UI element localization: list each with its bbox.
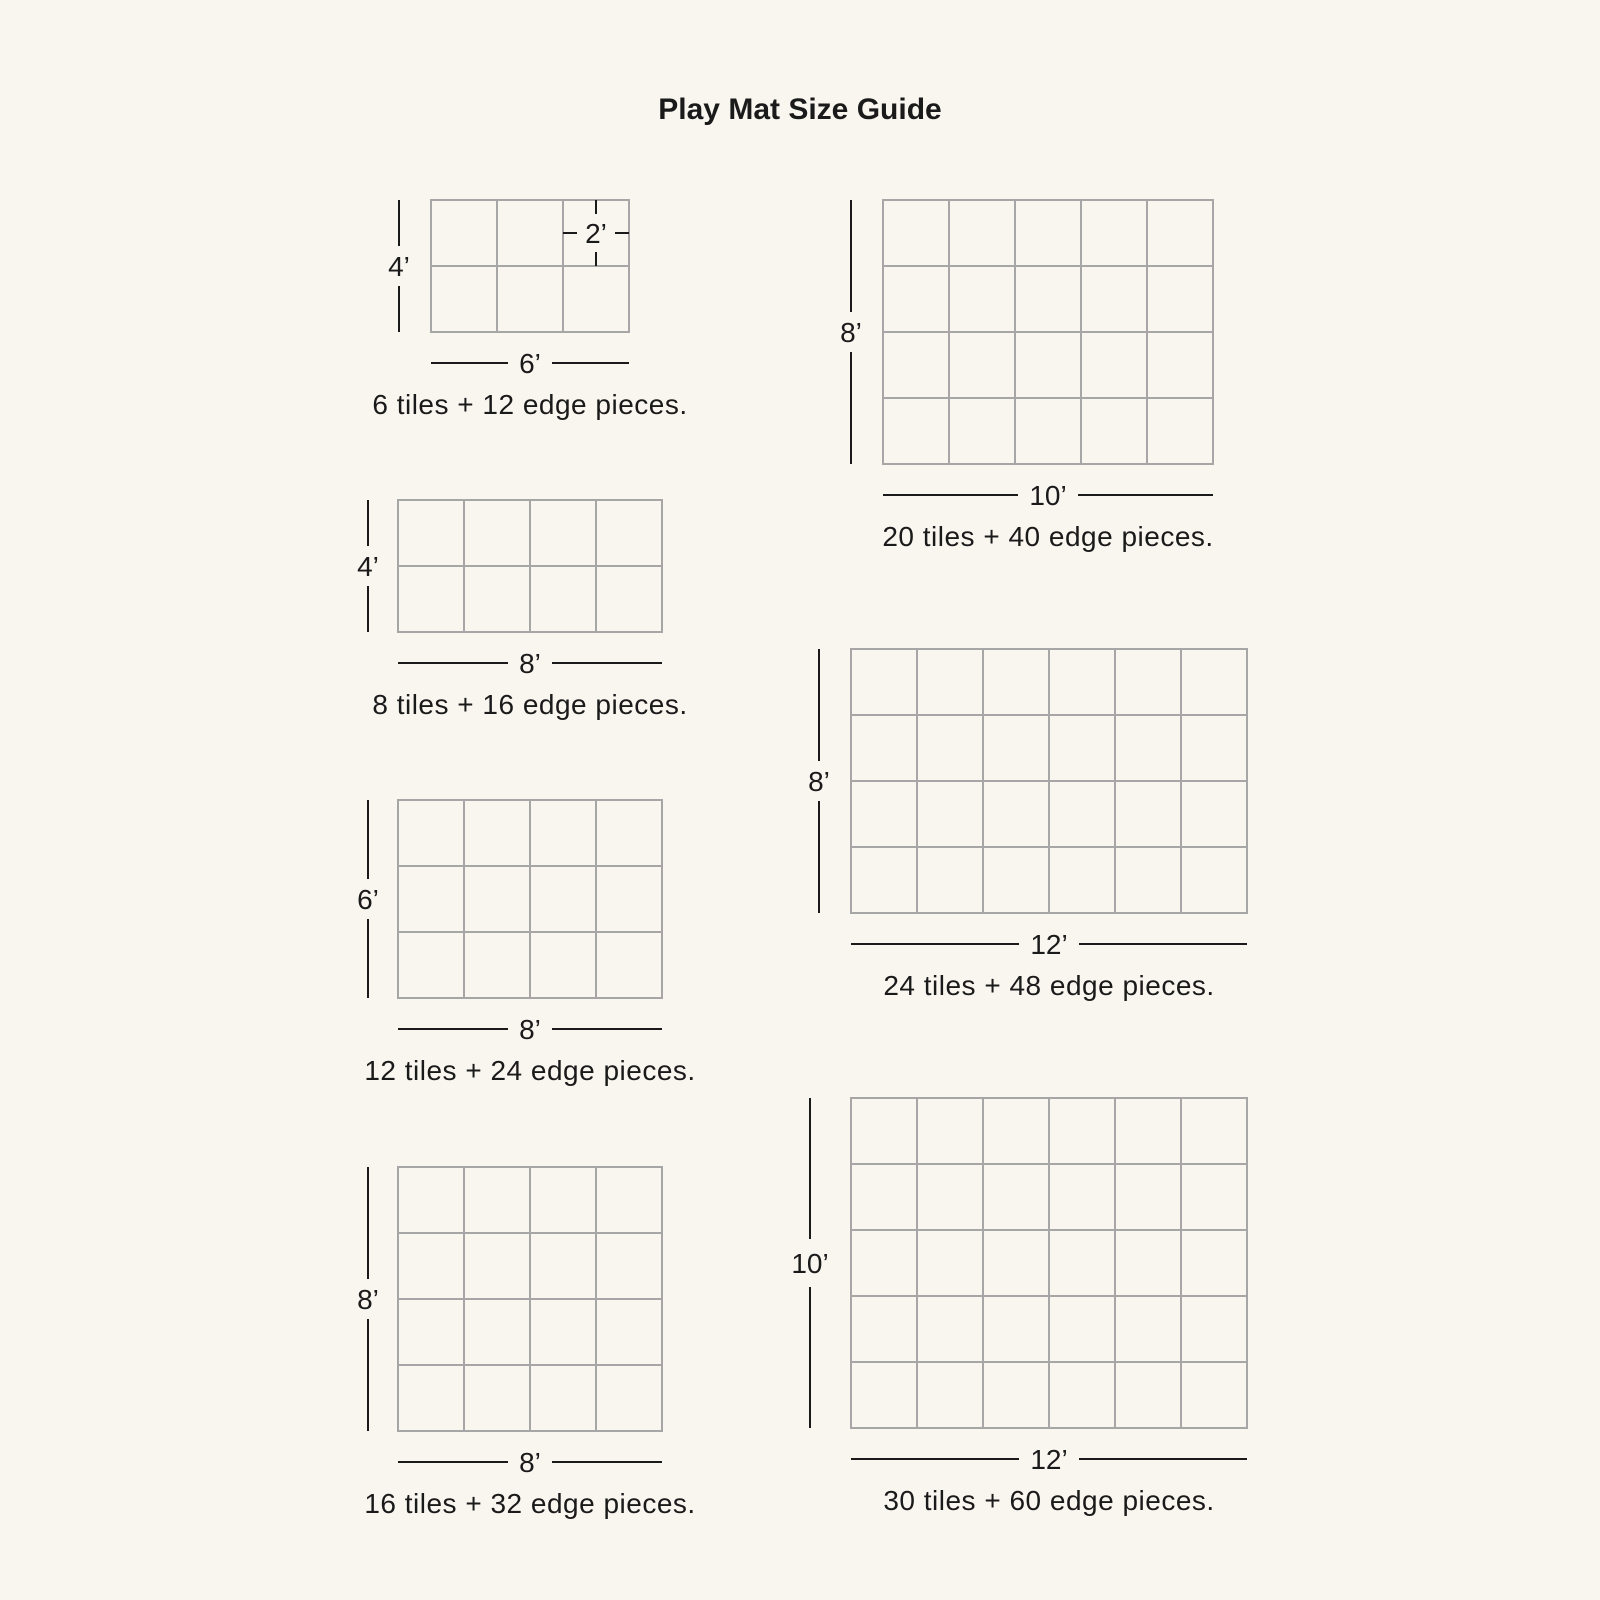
height-label: 4’ bbox=[357, 551, 379, 582]
page-title: Play Mat Size Guide bbox=[658, 93, 942, 126]
mat-caption: 20 tiles + 40 edge pieces. bbox=[882, 521, 1214, 552]
tile-size-label: 2’ bbox=[585, 218, 607, 249]
mat-caption: 16 tiles + 32 edge pieces. bbox=[364, 1488, 696, 1519]
mat-caption: 8 tiles + 16 edge pieces. bbox=[372, 689, 688, 720]
width-label: 10’ bbox=[1029, 480, 1067, 511]
width-label: 8’ bbox=[519, 1447, 541, 1478]
width-label: 8’ bbox=[519, 648, 541, 679]
width-label: 6’ bbox=[519, 348, 541, 379]
mat-caption: 24 tiles + 48 edge pieces. bbox=[883, 970, 1215, 1001]
height-label: 8’ bbox=[840, 317, 862, 348]
width-label: 12’ bbox=[1030, 1444, 1068, 1475]
height-label: 8’ bbox=[808, 766, 830, 797]
mat-caption: 30 tiles + 60 edge pieces. bbox=[883, 1485, 1215, 1516]
width-label: 12’ bbox=[1030, 929, 1068, 960]
height-label: 4’ bbox=[388, 251, 410, 282]
height-label: 8’ bbox=[357, 1284, 379, 1315]
width-label: 8’ bbox=[519, 1014, 541, 1045]
height-label: 10’ bbox=[791, 1248, 829, 1279]
height-label: 6’ bbox=[357, 884, 379, 915]
mat-caption: 12 tiles + 24 edge pieces. bbox=[364, 1055, 696, 1086]
mat-caption: 6 tiles + 12 edge pieces. bbox=[372, 389, 688, 420]
